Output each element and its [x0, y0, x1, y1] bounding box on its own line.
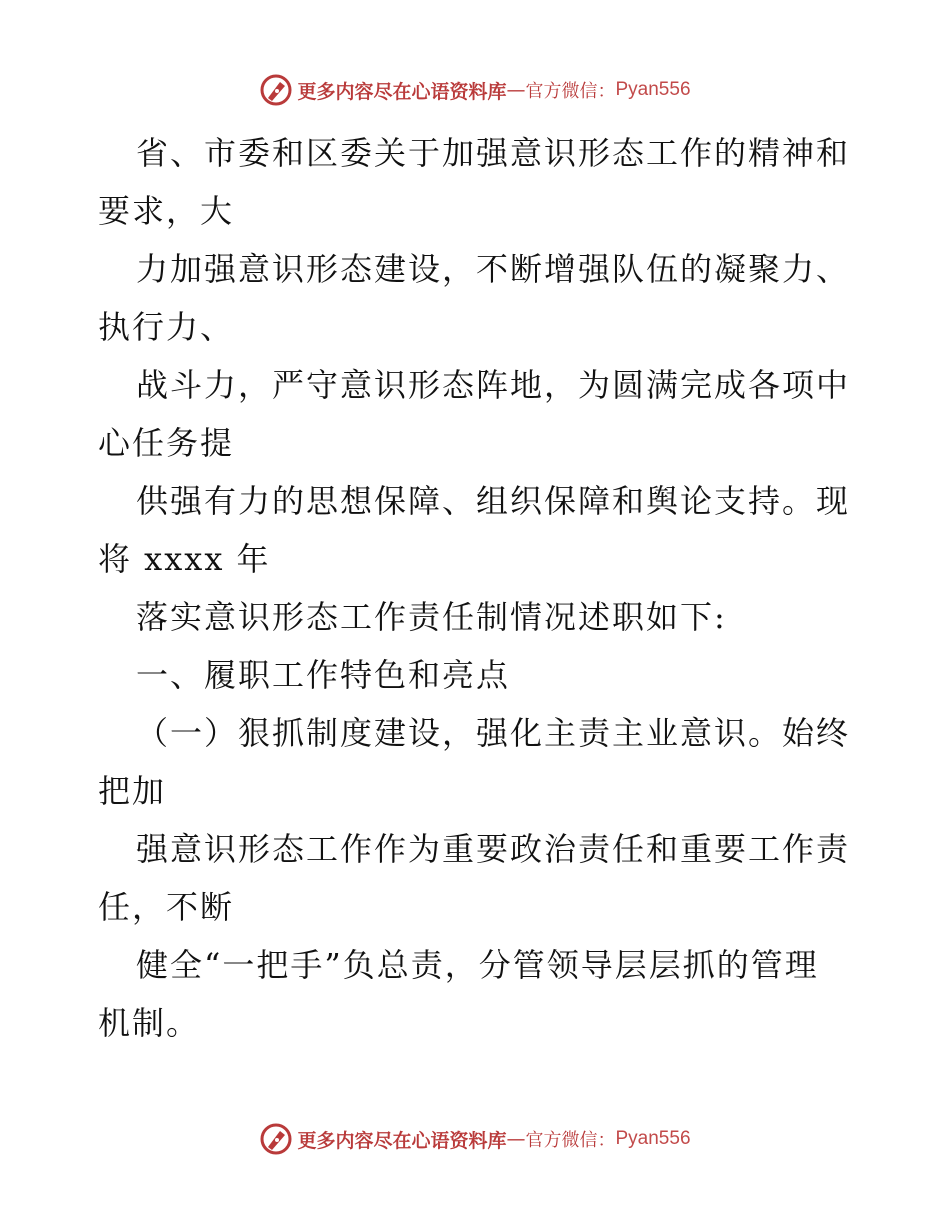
document-body: [98, 124, 858, 1052]
header-dash: —: [506, 79, 526, 101]
pen-nib-logo-icon: [259, 1122, 293, 1156]
body-line: 任，不断: [98, 888, 235, 926]
body-line: 战斗力，严守意识形态阵地，为圆满完成各项中: [136, 366, 851, 404]
header-wechat-label: 官方微信：: [525, 81, 616, 102]
body-line: 健全“一把手”负总责，分管领导层层抓的管理: [136, 946, 819, 984]
footer-banner: [0, 1119, 950, 1159]
body-line: 执行力、: [98, 308, 235, 346]
footer-wechat-label: 官方微信：: [525, 1130, 616, 1151]
body-line: 力加强意识形态建设，不断增强队伍的凝聚力、: [136, 250, 851, 288]
footer-dash: —: [506, 1128, 526, 1150]
header-site-text: 更多内容尽在心语资料库: [297, 80, 507, 103]
footer-wechat-id: Pyan556: [615, 1128, 691, 1149]
body-line: 要求，大: [98, 192, 235, 230]
body-line: 机制。: [98, 1004, 201, 1042]
body-line: 供强有力的思想保障、组织保障和舆论支持。现: [136, 482, 851, 520]
body-line: 省、市委和区委关于加强意识形态工作的精神和: [136, 134, 851, 172]
body-line: 心任务提: [98, 424, 235, 462]
body-line: （一）狠抓制度建设，强化主责主业意识。始终: [136, 714, 851, 752]
body-line: 落实意识形态工作责任制情况述职如下:: [136, 598, 727, 636]
header-wechat-id: Pyan556: [615, 79, 691, 100]
pen-nib-logo-icon: [259, 73, 293, 107]
section-heading: 一、履职工作特色和亮点: [136, 656, 511, 694]
body-line: 强意识形态工作作为重要政治责任和重要工作责: [136, 830, 851, 868]
body-line: 将 xxxx 年: [98, 540, 271, 578]
body-line: 把加: [98, 772, 167, 810]
header-banner: [0, 70, 950, 110]
footer-site-text: 更多内容尽在心语资料库: [297, 1129, 507, 1152]
